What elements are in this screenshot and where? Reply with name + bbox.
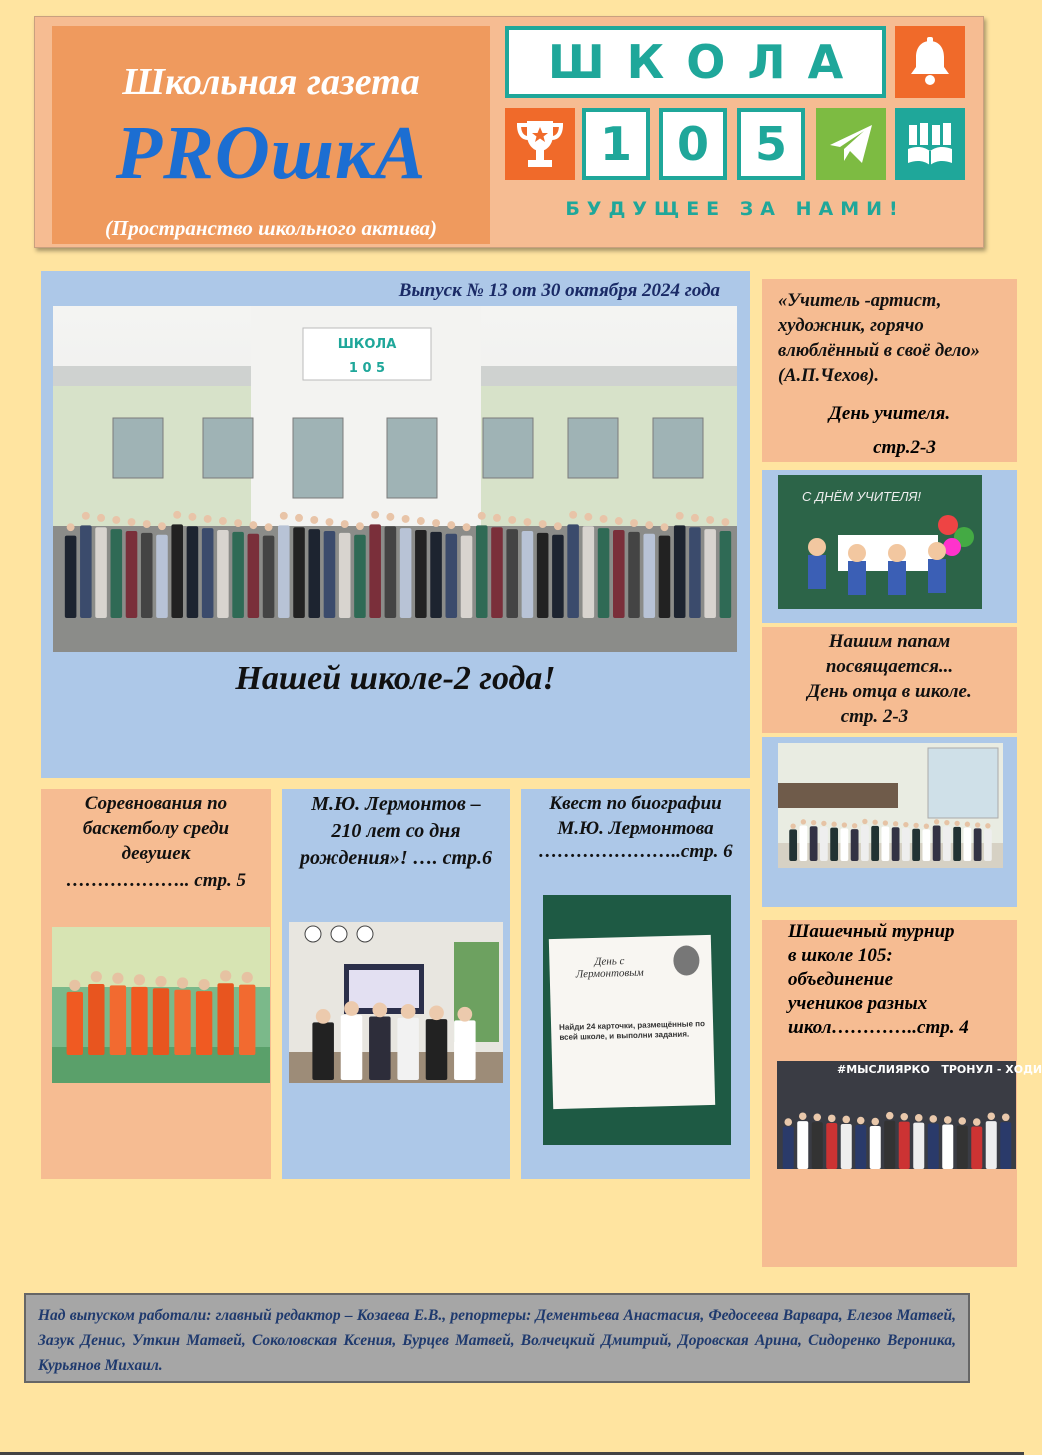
building-sign-digits: 1 0 5 [348, 361, 386, 376]
teacher-day-image [778, 475, 982, 609]
bell-icon [895, 26, 965, 98]
quest-line-2: М.Ю. Лермонтова [557, 818, 714, 839]
quest-page: …………………..стр. 6 [538, 841, 733, 862]
paper-plane-icon [816, 108, 886, 180]
checkers-banner: #МЫСЛИЯРКО ТРОНУЛ - ХОДИ [837, 1063, 1042, 1076]
lermontov-portrait [673, 945, 700, 976]
newspaper-subtitle: Школьная газета [122, 61, 420, 103]
building-sign-word: ШКОЛА [337, 337, 397, 352]
logo-digit-1: 1 [582, 108, 650, 180]
basketball-line-3: девушек [121, 843, 191, 864]
checkers-line-2: в школе 105: [788, 945, 893, 966]
teacher-day-greeting: С ДНЁМ УЧИТЕЛЯ! [802, 489, 922, 504]
teacher-day-card[interactable] [762, 279, 1017, 462]
main-photo [53, 306, 737, 652]
checkers-line-4: учеников разных [788, 993, 928, 1014]
newspaper-name: PROшкА [115, 111, 427, 195]
checkers-image [777, 1061, 1042, 1169]
fathers-day-page: стр. 2-3 [840, 706, 909, 727]
logo-digit-5: 5 [737, 108, 805, 180]
checkers-page: школ…………..стр. 4 [788, 1017, 969, 1038]
fathers-day-card[interactable] [762, 627, 1017, 733]
credits-box: Над выпуском работали: главный редактор – Козаева Е.В., репортеры: Дементьева Анастасия, Федосеева Варвара, Елезов Матвей, Зазук Денис, Уткин Матвей, Соколовская Ксения, Бурцев Матвей, Волчецкий Дмитрий, Доровская Арина, Сидоренко Вероника, Курьянов Михаил. [24, 1293, 970, 1383]
basketball-page: ……………….. стр. 5 [66, 870, 246, 891]
teacher-day-page: стр.2-3 [873, 437, 936, 458]
issue-info: Выпуск № 13 от 30 октября 2024 года [398, 280, 720, 301]
fathers-day-line-1: Нашим папам [828, 631, 951, 652]
trophy-icon [505, 108, 575, 180]
checkers-line-3: объединение [788, 969, 894, 990]
quest-poster-title: День с Лермонтовым [575, 955, 644, 981]
checkers-line-1: Шашечный турнир [788, 921, 955, 942]
fathers-day-image [778, 743, 1003, 868]
quest-poster-text: Найди 24 карточки, размещённые по всей школе, и выполни задания. [558, 1019, 706, 1042]
lermontov-line-1: М.Ю. Лермонтов – [311, 793, 481, 815]
fathers-day-line-2: посвящается... [825, 656, 954, 677]
lermontov-page: рождения»! …. стр.6 [299, 847, 493, 869]
book-icon [895, 108, 965, 180]
fathers-day-line-3: День отца в школе. [807, 681, 972, 702]
lermontov-image [289, 922, 503, 1083]
quest-poster [549, 935, 715, 1109]
logo-slogan: БУДУЩЕЕ ЗА НАМИ! [565, 198, 905, 220]
title-box [52, 26, 490, 244]
logo-digit-0: 0 [659, 108, 727, 180]
teacher-day-quote: «Учитель -артист, художник, горячо влюблённый в своё дело» (А.П.Чехов). [778, 291, 980, 386]
newspaper-description: (Пространство школьного актива) [104, 216, 438, 240]
quest-line-1: Квест по биографии [549, 793, 722, 814]
lermontov-line-2: 210 лет со дня [331, 820, 461, 842]
quest-image [543, 895, 731, 1145]
teacher-day-title: День учителя. [828, 403, 951, 424]
basketball-line-1: Соревнования по [84, 793, 228, 814]
basketball-image [52, 927, 270, 1083]
logo-word: ШКОЛА [505, 26, 886, 98]
main-headline: Нашей школе-2 года! [235, 660, 556, 697]
basketball-line-2: баскетболу среди [82, 818, 230, 839]
